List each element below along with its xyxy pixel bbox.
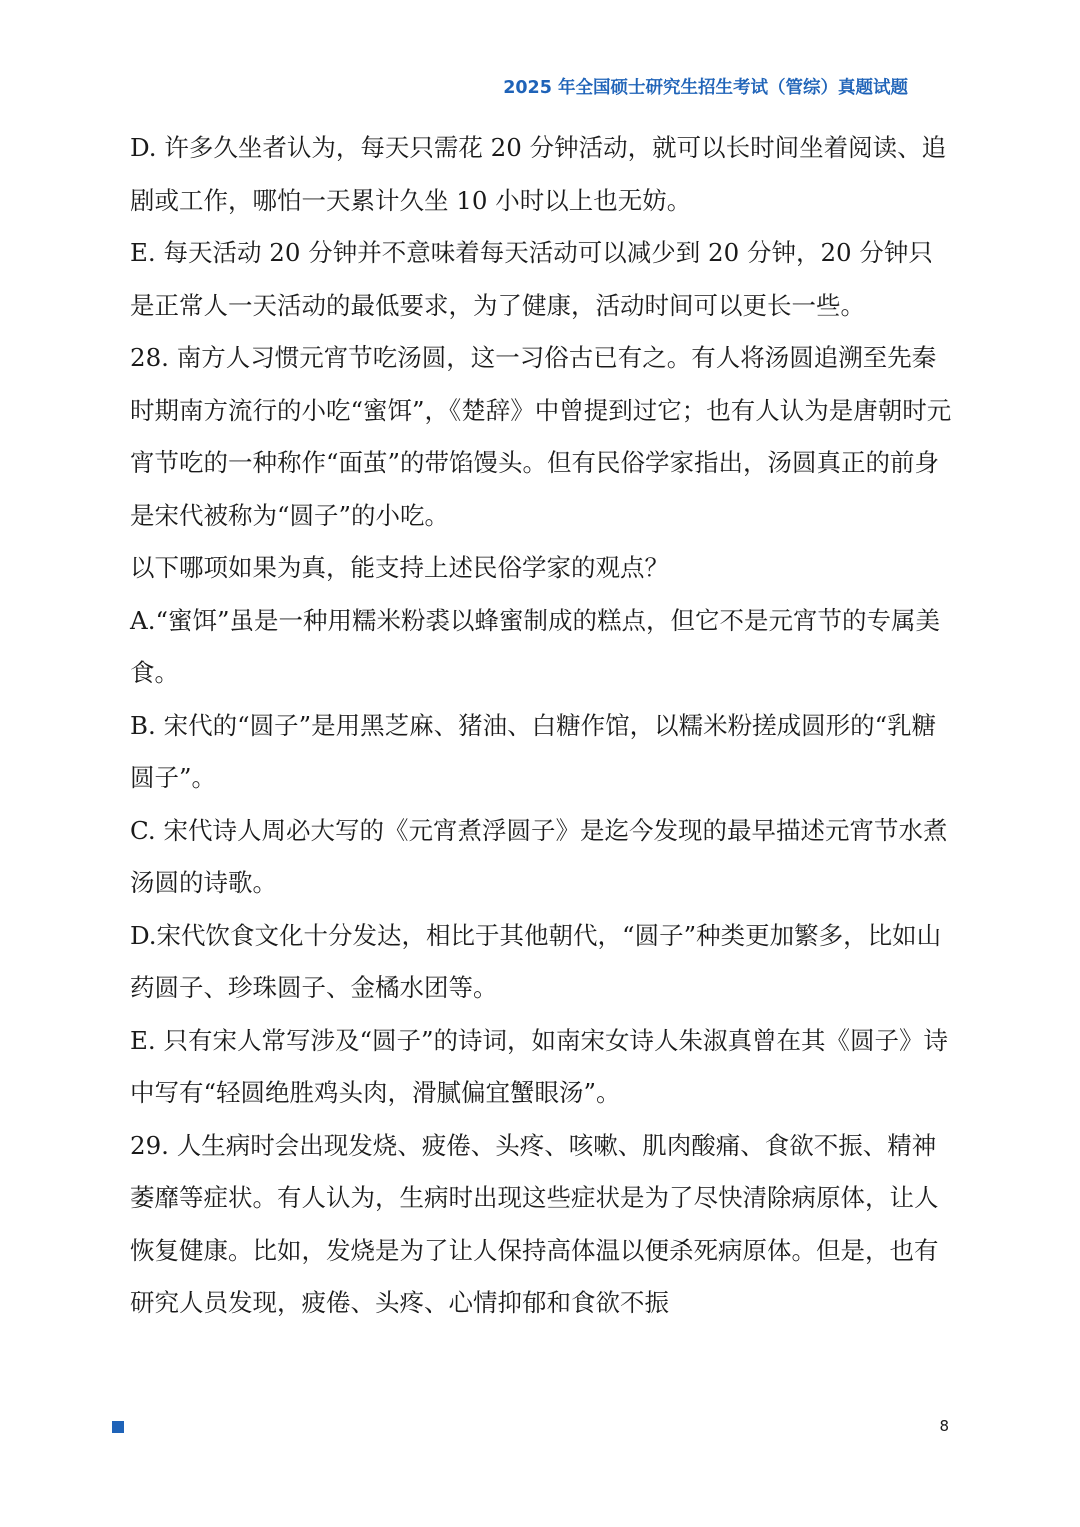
- document-body: [130, 122, 955, 1330]
- option-b-q28: B. 宋代的“圆子”是用黑芝麻、猪油、白糖作馆，以糯米粉搓成圆形的“乳糖圆子”。: [130, 710, 937, 792]
- option-c-q28: C. 宋代诗人周必大写的《元宵煮浮圆子》是迄今发现的最早描述元宵节水煮汤圆的诗歌。: [130, 815, 948, 897]
- option-d-q28: D.宋代饮食文化十分发达，相比于其他朝代，“圆子”种类更加繁多，比如山药圆子、珍珠圆子、金橘水团等。: [130, 920, 942, 1002]
- option-a-q28: A.“蜜饵”虽是一种用糯米粉裘以蜂蜜制成的糕点，但它不是元宵节的专属美食。: [130, 605, 941, 687]
- option-e-q28: E. 只有宋人常写涉及“圆子”的诗词，如南宋女诗人朱淑真曾在其《圆子》诗中写有“轻圆绝胜鸡头肉，滑腻偏宜蟹眼汤”。: [130, 1025, 949, 1107]
- page-header-title: 2025 年全国硕士研究生招生考试（管综）真题试题: [503, 78, 908, 98]
- question-28-prompt: 以下哪项如果为真，能支持上述民俗学家的观点？: [130, 553, 669, 582]
- question-29-stem: 29. 人生病时会出现发烧、疲倦、头疼、咳嗽、肌肉酸痛、食欲不振、精神萎靡等症状。有人认为，生病时出现这些症状是为了尽快清除病原体，让人恢复健康。比如，发烧是为了让人保持高体温以便杀死病原体。但是，也有研究人员发现，疲倦、头疼、心情抑郁和食欲不振: [130, 1130, 939, 1317]
- option-e-q27: E. 每天活动 20 分钟并不意味着每天活动可以减少到 20 分钟，20 分钟只是正常人一天活动的最低要求，为了健康，活动时间可以更长一些。: [130, 238, 933, 320]
- option-d-q27: D. 许多久坐者认为，每天只需花 20 分钟活动，就可以长时间坐着阅读、追剧或工作，哪怕一天累计久坐 10 小时以上也无妨。: [130, 133, 947, 215]
- question-28-stem: 28. 南方人习惯元宵节吃汤圆，这一习俗古已有之。有人将汤圆追溯至先秦时期南方流行的小吃“蜜饵”，《楚辞》中曾提到过它；也有人认为是唐朝时元宵节吃的一种称作“面茧”的带馅馒头。但有民俗学家指出，汤圆真正的前身是宋代被称为“圆子”的小吃。: [130, 343, 952, 530]
- footer-square-icon: [112, 1421, 124, 1433]
- page-number: 8: [939, 1417, 949, 1435]
